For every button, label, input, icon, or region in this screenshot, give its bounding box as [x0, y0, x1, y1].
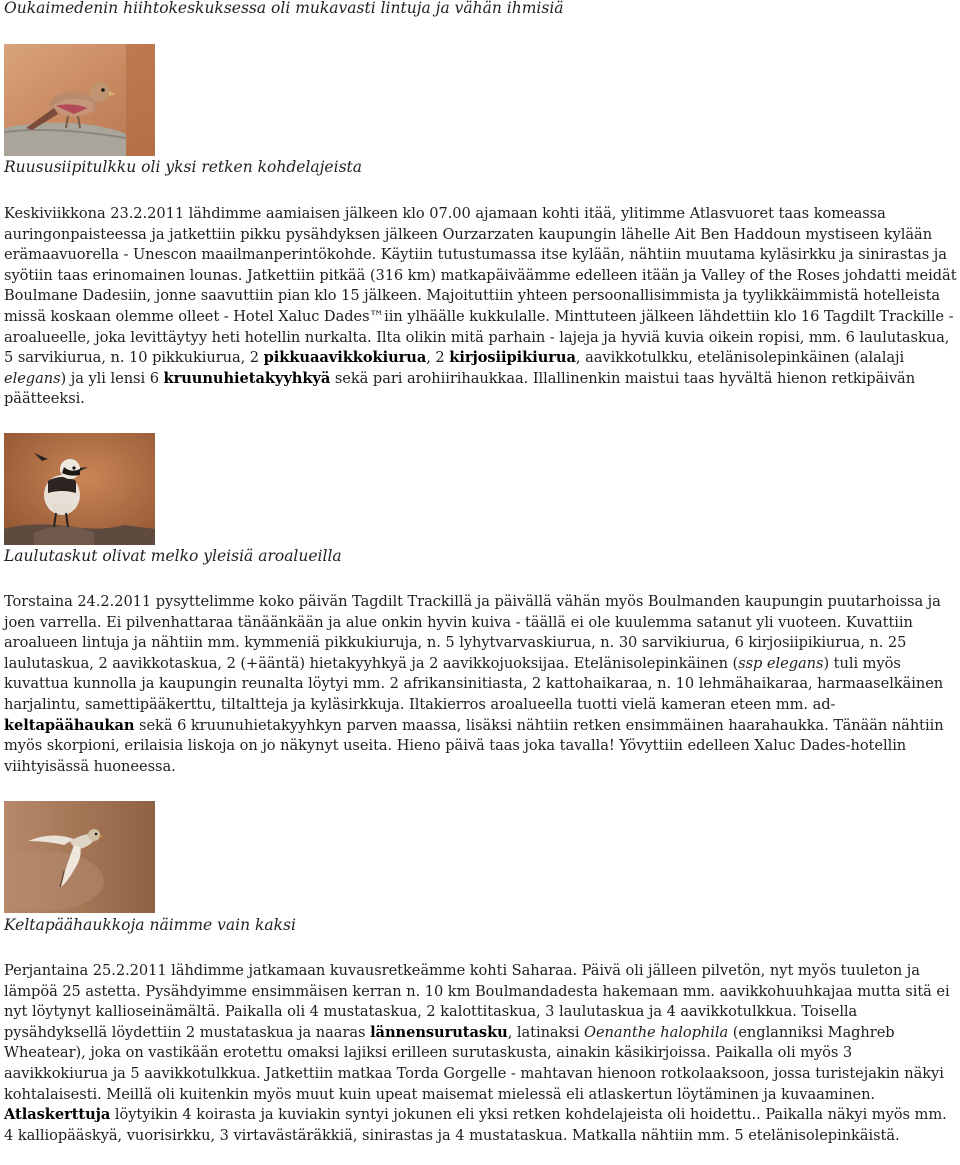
- bold-species-name: kruunuhietakyyhkyä: [163, 369, 331, 387]
- paragraph-text: Torstaina 24.2.2011 pysyttelimme koko päivän Tagdilt Trackillä ja päivällä vähän myös Boulmanden kaupungin puutarhoissa ja joen varrella. Ei pilvenhattaraa tänäänkään ja alue onkin hyvin kuiva - täällä ei ole kuulemma satanut yli vuoteen. Kuvattiin aroalueen lintuja ja nähtiin mm. kymmeniä pikkukiuruja, n. 5 lyhytvarvaskiurua, n. 30 sarvikiurua, 6 kirjosiipikiurua, n. 25 laulutaskua, 2 aavikkotaskua, 2 (+ääntä) hietakyyhkyä ja 2 aavikkojuoksijaa. Etelänisolepinkäinen (: [4, 593, 941, 672]
- paragraph-text: ) tuli myös kuvattua kunnolla ja kaupungin reunalta löytyi mm. 2 afrikansinitiasta, 2 kattohaikaraa, n. 10 lehmähaikaraa, harmaaselkäinen harjalintu, samettipääkerttu, tiltaltteja ja kyläsirkkuja. Iltakierros aroalueella tuotti vielä kameran eteen mm. ad-: [4, 654, 944, 713]
- photo-caption: Laulutaskut olivat melko yleisiä aroalueilla: [4, 547, 342, 565]
- paragraph-text: ) ja yli lensi 6: [60, 369, 164, 387]
- bold-species-name: Atlaskerttuja: [4, 1106, 111, 1124]
- paragraph-text: (englanniksi Maghreb Wheatear), joka on vastikään erotettu omaksi lajiksi erilleen surutaskusta, ainakin käsikirjoissa. Paikalla oli myös 3 aavikkokiurua ja 5 aavikkotulkkua. Jatkettiin matkaa Torda Gorgelle - mahtavan hienoon rotkolaaksoon, jossa turistejakin näkyi kohtalaisesti. Meillä oli kuitenkin myös muut kuin upeat maisemat mielessä eli atlaskertun löytäminen ja kuvaaminen.: [4, 1023, 944, 1103]
- photo-caption: Ruususiipitulkku oli yksi retken kohdelajeista: [4, 158, 362, 176]
- paragraph-text: sekä 6 kruunuhietakyyhkyn parven maassa, lisäksi nähtiin retken ensimmäinen haarahaukka. Tänään nähtiin myös skorpioni, erilaisia liskoja on jo näkynyt useita. Hieno päivä taas joka tavalla! Yövyttiin edelleen Xaluc Dades-hotellin viihtyisässä huoneessa.: [4, 716, 944, 775]
- article-paragraph: [4, 961, 957, 1146]
- bold-species-name: keltapäähaukan: [4, 716, 135, 734]
- bold-species-name: lännensurutasku: [370, 1023, 508, 1041]
- photo-caption: Keltapäähaukkoja näimme vain kaksi: [4, 916, 296, 934]
- italic-latin-name: ssp elegans: [738, 654, 824, 672]
- article-paragraph: [4, 592, 957, 777]
- paragraph-text: , 2: [426, 349, 450, 367]
- bold-species-name: pikkuaavikkokiurua: [263, 349, 427, 367]
- falcon-in-flight-photo: [4, 801, 155, 913]
- header-caption: Oukaimedenin hiihtokeskuksessa oli mukavasti lintuja ja vähän ihmisiä: [4, 0, 564, 17]
- article-paragraph: [4, 204, 957, 410]
- bold-species-name: kirjosiipikiurua: [449, 349, 576, 367]
- paragraph-text: , aavikkotulkku, etelänisolepinkäinen (alalaji: [575, 349, 905, 367]
- paragraph-text: , latinaksi: [507, 1023, 585, 1041]
- italic-latin-name: Oenanthe halophila: [584, 1023, 729, 1041]
- paragraph-text: Perjantaina 25.2.2011 lähdimme jatkamaan kuvausretkeämme kohti Saharaa. Päivä oli jälleen pilvetön, nyt myös tuuleton ja lämpöä 25 astetta. Pysähdyimme ensimmäisen kerran n. 10 km Boulmandadesta hakemaan mm. aavikkohuuhkajaa mutta sitä ei nyt löytynyt kallioseinämältä. Paikalla oli 4 mustataskua, 2 kalottitaskua, 3 laulutaskua ja 4 aavikkotulkkua. Toisella pysähdyksellä löydettiin 2 mustataskua ja naaras: [4, 962, 950, 1041]
- paragraph-text: Keskiviikkona 23.2.2011 lähdimme aamiaisen jälkeen klo 07.00 ajamaan kohti itää, ylitimme Atlasvuoret taas komeassa auringonpaisteessa ja jatkettiin pikku pysähdyksen jälkeen Ourzarzaten kaupungin lähelle Ait Ben Haddoun mystiseen kylään erämaavuorella - Unescon maailmanperintökohde. Käytiin tutustumassa itse kylään, nähtiin muutama kyläsirkku ja sinirastas ja syötiin taas erinomainen lounas. Jatkettiin pitkää (316 km) matkapäiväämme edelleen itään ja Valley of the Roses johdatti meidät Boulmane Dadesiin, jonne saavuttiin pian klo 15 jälkeen. Majoituttiin yhteen persoonallisimmista ja tyylikkäimmistä hotelleista missä koskaan olemme olleet - Hotel Xaluc Dades™iin ylhäälle kukkulalle. Minttuteen jälkeen lähdettiin klo 16 Tagdilt Trackille - aroalueelle, joka levittäytyy heti hotellin nurkalta. Ilta olikin mitä parhain - lajeja ja hyviä kuvia oikein ropisi, mm. 6 laulutaskua, 5 sarvikiurua, n. 10 pikkukiurua, 2: [4, 205, 957, 367]
- italic-latin-name: elegans: [4, 369, 61, 387]
- paragraph-text: sekä pari arohiirihaukkaa. Illallinenkin maistui taas hyvältä hienon retkipäivän päätteeksi.: [4, 369, 916, 408]
- wheatear-on-rock-photo: [4, 433, 155, 545]
- crimson-finch-photo: [4, 44, 155, 156]
- paragraph-text: löytyikin 4 koirasta ja kuviakin syntyi jokunen eli yksi retken kohdelajeista oli hoidettu.. Paikalla näkyi myös mm. 4 kalliopääskyä, vuorisirkku, 3 virtavästäräkkiä, sinirastas ja 4 mustataskua. Matkalla nähtiin mm. 5 etelänisolepinkäistä.: [4, 1106, 947, 1144]
